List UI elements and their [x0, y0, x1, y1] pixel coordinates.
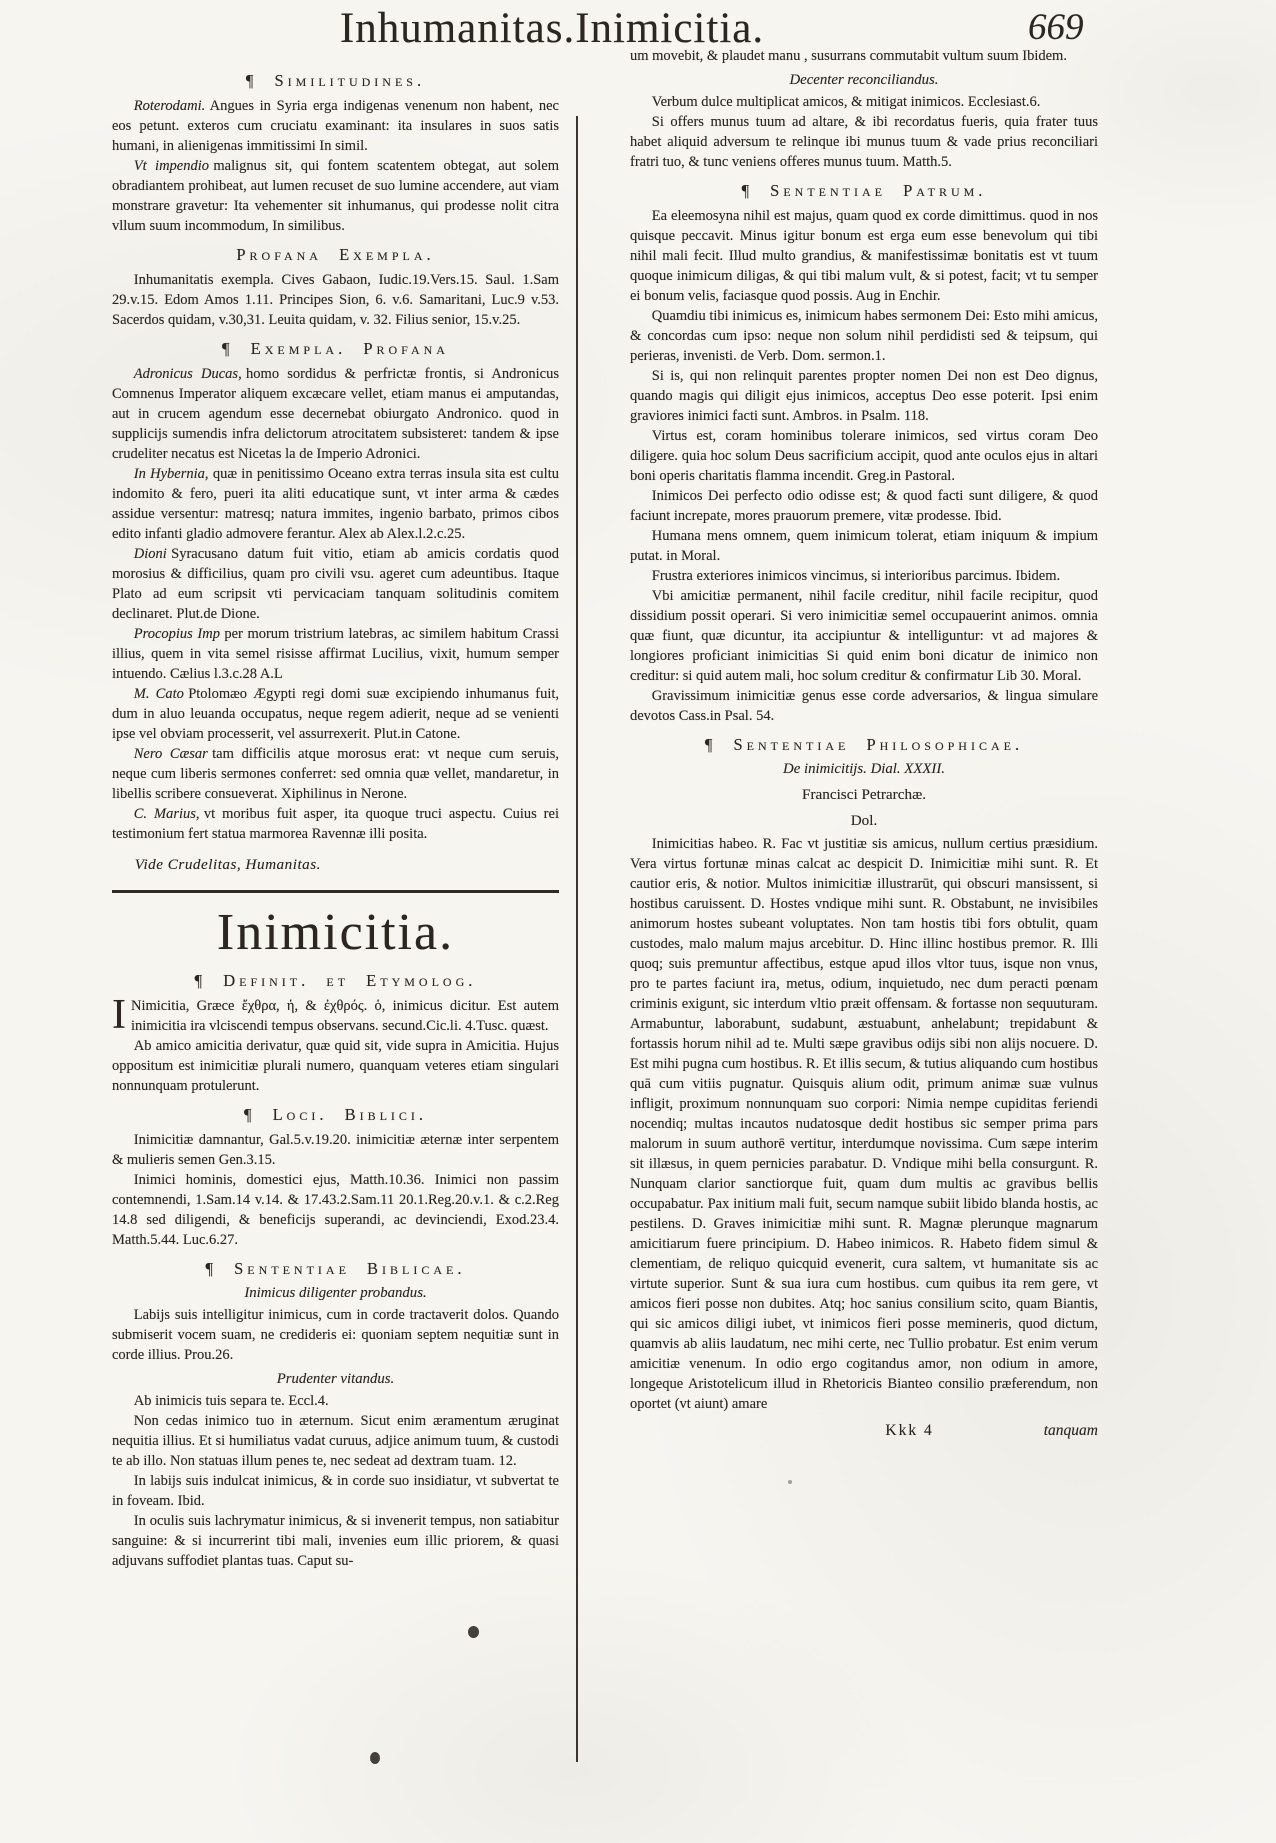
paragraph-continuation: [630, 46, 1098, 66]
paragraph: [112, 1471, 559, 1511]
section-heading-exempla-profana: ¶ Exempla. Profana: [222, 339, 449, 358]
paragraph-text: Inimicos Dei perfecto odio odisse est; & quod facti sunt diligere, & quod faciunt increpate, mores prauorum premere, vitæ prodesse. Ibid.: [630, 488, 1098, 524]
paragraph: [112, 804, 559, 844]
paragraph-text: Vbi amicitiæ permanent, nihil facile creditur, nihil facile recipitur, quod dissidium possit operari. Si vero inimicitiæ semel occupauerint animos. omnia quæ fiunt, quæ dicuntur, ita accipiuntur & intelliguntur: vt ad majores & longiores proficiant inimicitias Si quid enim boni dicatur de inimico non creditur: si quid autem mali, hoc solum creditur & confirmatur Lib 30. Moral.: [630, 588, 1098, 684]
section-heading-profana-exempla: Profana Exempla.: [236, 245, 435, 264]
paragraph-text: Angues in Syria erga indigenas venenum non habent, nec eos petunt. exteros cum cruciatu examinant: ita insulares in suos satis humani, in alienigenas immitissimi In simil.: [112, 98, 559, 154]
page-number: 669: [1028, 7, 1084, 48]
section-heading-similitudines: ¶ Similitudines.: [245, 71, 426, 90]
paragraph: [630, 566, 1098, 586]
column-divider-rule: [576, 116, 578, 1762]
paragraph-text: Inimicitiæ damnantur, Gal.5.v.19.20. inimicitiæ æternæ inter serpentem & mulieris semen Gen.3.15.: [112, 1132, 559, 1168]
paragraph: [112, 270, 559, 330]
subheading: Decenter reconciliandus.: [789, 72, 939, 88]
paragraph-text: In oculis suis lachrymatur inimicus, & si invenerit tempus, non satiabitur sanguine: & si incurrerint tibi mali, invenies eum illic priorem, & quasi adjuvans suffodiet plantas tuas. Caput su-: [112, 1513, 559, 1569]
cross-reference: Vide Crudelitas, Humanitas.: [134, 856, 321, 873]
paragraph-text: Labijs suis intelligitur inimicus, cum in corde tractaverit dolos. Quando submiserit vocem suam, ne credideris ei: quoniam septem nequitiæ sunt in corde illius. Prou.26.: [112, 1307, 559, 1363]
paragraph: [630, 586, 1098, 686]
running-title: Inhumanitas.Inimicitia.: [339, 5, 765, 52]
chapter-title: Inimicitia.: [216, 904, 455, 961]
paragraph-text: per morum tristrium latebras, ac similem habitum Crassi illius, quem in vita semel risisse affirmat Lucilius, vixit, humum semper intuendo. Cælius l.3.c.28 A.L: [112, 626, 559, 682]
paragraph: [630, 306, 1098, 366]
paragraph: [630, 486, 1098, 526]
paragraph-lead: In Hybernia,: [133, 466, 209, 482]
subheading: Inimicus diligenter probandus.: [244, 1285, 427, 1301]
ink-spot: [370, 1752, 380, 1764]
author-line: Francisci Petrarchæ.: [802, 786, 926, 803]
paragraph: [112, 464, 559, 544]
paragraph-lead: Nero Cæsar: [133, 746, 208, 762]
paragraph-text: malignus sit, qui fontem scatentem obtegat, aut solem obradiantem prohibeat, aut lumen recuset de suo lumine accendere, aut viam monstrare gravetur: Ita vehementer sit inhumanus, qui prodesse nolit citra vllum suum incommodum, In similibus.: [112, 158, 560, 234]
speaker-label: Dol.: [850, 812, 878, 829]
paragraph-text: Ab inimicis tuis separa te. Eccl.4.: [133, 1393, 329, 1409]
subheading: Prudenter vitandus.: [276, 1371, 395, 1387]
left-column: [112, 62, 559, 1571]
paragraph-text: Syracusano datum fuit vitio, etiam ab amicis cordatis quod morosius & difficilius, quam pro civili vsu. ageret cum adeuntibus. Itaque Plato ad eum scripsit vti pervicaciam tanquam solitudinis comitem declinaret. Plut.de Dione.: [112, 546, 559, 622]
paragraph-text: tam difficilis atque morosus erat: vt neque cum seruis, neque cum liberis sermones conferret: sed omnia quæ vellet, mandaretur, in libellis scribere consueverat. Xiphilinus in Nerone.: [112, 746, 559, 802]
paragraph: [112, 1130, 559, 1170]
paragraph-lead: C. Marius,: [133, 806, 200, 822]
paragraph: [112, 1391, 559, 1411]
section-heading-loci-biblici: ¶ Loci. Biblici.: [243, 1105, 428, 1124]
ink-spot: [468, 1626, 479, 1638]
paragraph: [112, 156, 559, 236]
paragraph-text: Ptolomæo Ægypti regi domi suæ excipiendo inhumanus fuit, dum in aluo leuanda occupatus, neque regem adierit, neque ad se venienti ipse vel obviam processerit, vel assurrexerit. Plut.in Catone.: [112, 686, 560, 742]
dialogue-paragraph: [630, 834, 1098, 1414]
paragraph-text: homo sordidus & perfrictæ frontis, si Andronicus Comnenus Imperator aliquem excæcare vellet, etiam manus ei amputandas, aut in crucem agendum esse decernebat obiurgato Andronico. quod in supplicijs sumendis infra delictorum atrocitatem subsisteret: tandem & ipse crudeliter necatus est Nicetas la de Imperio Adronici.: [112, 366, 560, 462]
paragraph: [630, 112, 1098, 172]
paragraph: [630, 206, 1098, 306]
paragraph-lead: Procopius Imp: [133, 626, 220, 642]
paragraph-text: Non cedas inimico tuo in æternum. Sicut enim æramentum æruginat nequitia illius. Et si humiliatus vadat curuus, adjice animum tuum, & custodi te ab illo. Non statuas illum penes te, nec sedeat ad dextram tuam. 12.: [112, 1413, 559, 1469]
signature-mark: Kkk 4: [885, 1422, 934, 1439]
drop-cap: I: [112, 992, 126, 1038]
paragraph-text: Inhumanitatis exempla. Cives Gabaon, Iudic.19.Vers.15. Saul. 1.Sam 29.v.15. Edom Amos 1.11. Principes Sion, 6. v.6. Samaritani, Luc.9 v.53. Sacerdos quidam, v.30,31. Leuita quidam, v. 32. Filius senior, 15.v.25.: [112, 272, 559, 328]
section-heading-sententiae-patrum: ¶ Sententiae Patrum.: [741, 181, 987, 200]
paragraph-text: Inimicitias habeo. R. Fac vt justitiæ sis amicus, nullum certius præsidium. Vera virtus fortunæ minas calcat ac despicit D. Inimicitiæ mihi sunt. R. Et cautior eris, & notior. Multos inimicitiæ illustrarūt, qui obscuri mansissent, si hostibus caruissent. D. Hostes vndique mihi sunt. R. Obstabunt, ne invisibiles animorum hostes subeant voluptates. Non tam hostis tibi fors obtulit, quam custodes, malo malum majus arcebitur. D. Hinc illinc hostibus premor. R. Illi quoq; suis premuntur affectibus, estque apud illos vltor tuus, isque non vnus, pro te partes faciunt ira, metus, odium, inquietudo, nec dum peracti pœnam criminis exigunt, sic interdum vltio præit offensam. & fortasse non sequuturam. Armabuntur, laborabunt, sudabunt, æstuabunt, anhelabunt; trepidabunt & fortassis horum nihil ad te. Multi sæpe gravibus odijs sibi non alijs nocuere. D. Est mihi pugna cum hostibus. R. Et illis secum, & tutius aliquando cum hostibus quā cum vitiis pugnatur. Quisquis alium odit, primum animæ suæ vulnus infligit, proximum nonnunquam suo corpori: Nimia nempe cupiditas feriendi nocendiq; multas incautos nudatosque dedit hostibus sic semper prima pars malorum in suum authorē vertitur, interdumque novissima. Cum sæpe interim sit illæsus, in quem pernicies parabatur. D. Vndique mihi bella consurgunt. R. Nunquam clarior sanctiorque fuit, quam dum multis ac gravibus bellis occupabatur. Pax initium mali fuit, secum namque subiit libido blanda hostis, ac pestilens. D. Graves inimicitiæ mihi sunt. R. Magnæ plerunque magnarum amicitiarum fuere principium. D. Habeo inimicos. R. Habeto fidem simul & clementiam, de reliquo quicquid evenerit, cura saltem, vt humanitate sis ac virtute superior. Sunt & sua iura cum hostibus. cum quibus ita rem gere, vt amicos fieri posse non dubites. Atq; hoc sanius consilium scito, quam Biantis, qui sic amicos diligi iubet, vt inimicos fieri posse memineris, quod dictum, quamvis ab aliis laudatum, nec mihi certe, nec Tullio probatur. Est enim verum amicitiæ venenum. In odio ergo cogitandus amor, non odium in amore, longeque Aristotelicum illud in Rhetoricis Bianteo consilio præferendum, non oportet (vt aiunt) amare: [630, 836, 1098, 1412]
paragraph: [630, 526, 1098, 566]
catchword: tanquam: [1043, 1422, 1098, 1439]
paragraph-text: Frustra exteriores inimicos vincimus, si interioribus parcimus. Ibidem.: [651, 568, 1061, 584]
paragraph: [112, 1170, 559, 1250]
paragraph: [112, 96, 559, 156]
paragraph-text: Ab amico amicitia derivatur, quæ quid sit, vide supra in Amicitia. Hujus oppositum est inimicitiæ plurali numero, quanquam veteres etiam singulari nonnunquam protulerunt.: [112, 1038, 559, 1094]
section-heading-definit-etymolog: ¶ Definit. et Etymolog.: [194, 971, 477, 990]
paragraph: [112, 624, 559, 684]
paragraph-text: Ea eleemosyna nihil est majus, quam quod ex corde dimittimus. quod in nos quisque peccavit. Minus igitur bonum est erga eum esse benevolum qui tibi nihil mali fecit. Illud multo grandius, & manifestissimæ bonitatis est vt tuum quoque inimicum diligas, & qui tibi malum vult, & si potest, facit; vt tu semper ei bonum velis, faciasque quod possis. Aug in Enchir.: [630, 208, 1098, 304]
paragraph-text: Si is, qui non relinquit parentes propter nomen Dei non est Deo dignus, quando magis qui diligit ejus inimicos, acceptus Deo esse poterit. Ipsi enim graviores inimici facti sunt. Ambros. in Psalm. 118.: [630, 368, 1098, 424]
paragraph: [112, 1511, 559, 1571]
paragraph: [112, 1305, 559, 1365]
section-divider: [112, 890, 559, 893]
paragraph-lead: Adronicus Ducas,: [133, 366, 242, 382]
paragraph-text: Virtus est, coram hominibus tolerare inimicos, sed virtus coram Deo diligere. quia hoc solum Deus sacrificium accipit, quod ante oculos ejus in altari boni operis charitatis flamma incendit. Greg.in Pastoral.: [630, 428, 1098, 484]
paragraph-text: vt moribus fuit asper, ita quoque truci aspectu. Cuius rei testimonium fert statua marmorea Ravennæ illi posita.: [112, 806, 559, 842]
paragraph: [112, 364, 559, 464]
paragraph: [112, 744, 559, 804]
paragraph-text: Nimicitia, Græce ἔχθρα, ἡ, & ἐχθρός. ὁ, inimicus dicitur. Est autem inimicitia ira vlciscendi tempus observans. secund.Cic.li. 4.Tusc. quæst.: [131, 998, 559, 1034]
catchline: [630, 1422, 1098, 1440]
paragraph-text: Humana mens omnem, quem inimicum tolerat, etiam iniquum & impium putat. in Moral.: [630, 528, 1098, 564]
paragraph-text: um movebit, & plaudet manu , susurrans commutabit vultum suum Ibidem.: [630, 48, 1067, 64]
right-column: [630, 46, 1098, 1440]
paragraph: [630, 92, 1098, 112]
paragraph: [630, 366, 1098, 426]
paragraph-text: In labijs suis indulcat inimicus, & in corde suo insidiatur, vt subvertat te in foveam. Ibid.: [112, 1473, 559, 1509]
paragraph: [112, 992, 559, 1038]
ink-spot: [788, 1480, 792, 1484]
paragraph: [630, 686, 1098, 726]
paragraph: [112, 544, 559, 624]
paragraph-text: quæ in penitissimo Oceano extra terras insula sita est cultu indomito & fero, pueri ita aliti educatique sunt, vt inter arma & cædes assidue versentur: matresq; natura immites, ingenio barbato, primos cibos edito infanti gladio admovere ferantur. Alex ab Alex.l.2.c.25.: [112, 466, 559, 542]
subheading-dialogue: De inimicitijs. Dial. XXXII.: [783, 761, 945, 777]
paragraph-text: Gravissimum inimicitiæ genus esse corde adversarios, & lingua simulare devotos Cass.in Psal. 54.: [630, 688, 1098, 724]
paragraph: [112, 1411, 559, 1471]
paragraph-lead: Roterodami.: [133, 98, 206, 114]
paragraph-text: Si offers munus tuum ad altare, & ibi recordatus fueris, quia frater tuus habet aliquid adversum te relinque ibi munus tuum & vade prius reconciliari fratri tuo, & tunc veniens offeres munus tuum. Matth.5.: [630, 114, 1098, 170]
section-heading-sententiae-biblicae: ¶ Sententiae Biblicae.: [205, 1259, 466, 1278]
paragraph: [112, 1036, 559, 1096]
paragraph-lead: Dioni: [133, 546, 167, 562]
paragraph: [112, 684, 559, 744]
paragraph-text: Inimici hominis, domestici ejus, Matth.10.36. Inimici non passim contemnendi, 1.Sam.14 v.14. & 17.43.2.Sam.11 20.1.Reg.20.v.1. & c.2.Reg 14.8 sed diligendi, & beneficijs superandi, ac devinciendi, Exod.23.4. Matth.5.44. Luc.6.27.: [112, 1172, 559, 1248]
paragraph-lead: M. Cato: [133, 686, 184, 702]
paragraph-text: Verbum dulce multiplicat amicos, & mitigat inimicos. Ecclesiast.6.: [651, 94, 1041, 110]
paragraph-text: Quamdiu tibi inimicus es, inimicum habes sermonem Dei: Esto mihi amicus, & concordas cum ipso: neque non solum nihil perdidisti sed & teipsum, qui perieras, invenisti. de Verb. Dom. sermon.1.: [630, 308, 1098, 364]
section-heading-sententiae-philosophicae: ¶ Sententiae Philosophicae.: [704, 735, 1024, 754]
paragraph: [630, 426, 1098, 486]
paragraph-lead: Vt impendio: [133, 158, 210, 174]
